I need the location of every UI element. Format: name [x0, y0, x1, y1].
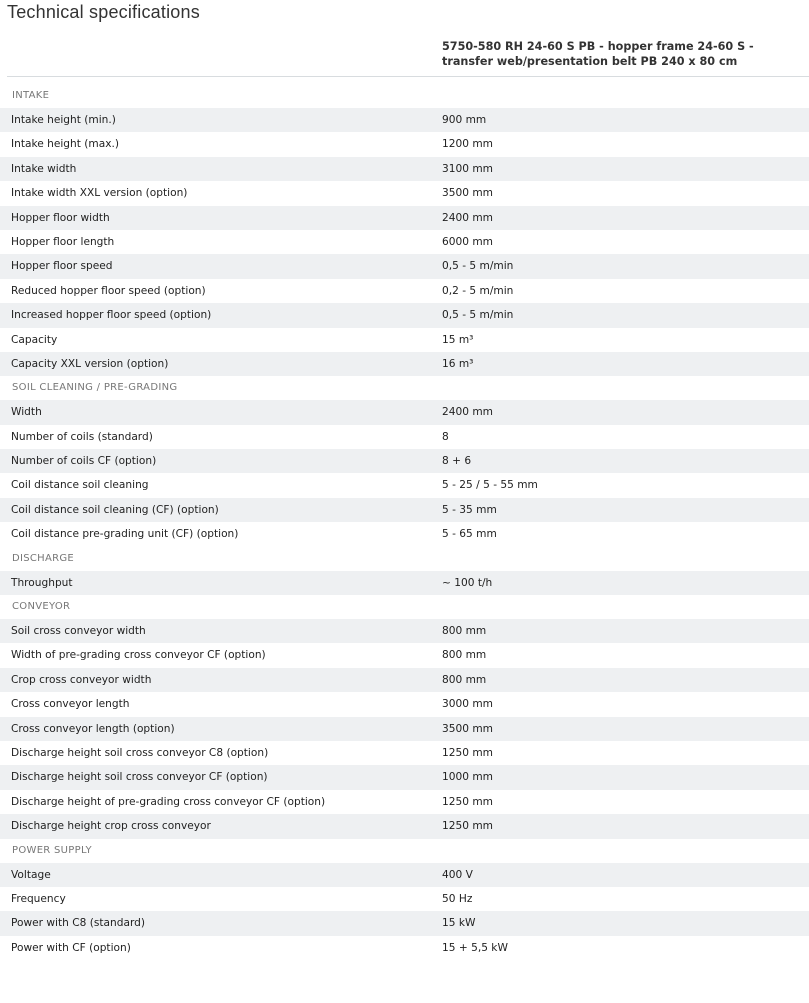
- spec-value: 1200 mm: [442, 138, 493, 151]
- spec-label: Hopper floor length: [11, 235, 115, 248]
- spec-row: [0, 717, 809, 741]
- spec-row: [0, 303, 809, 327]
- spec-row: [0, 181, 809, 205]
- spec-label: Discharge height soil cross conveyor CF (option): [11, 771, 268, 784]
- section-heading: CONVEYOR: [12, 601, 71, 613]
- spec-value: 5 - 25 / 5 - 55 mm: [442, 479, 538, 492]
- spec-label: Voltage: [11, 868, 51, 881]
- spec-row: [0, 279, 809, 303]
- spec-row: [0, 814, 809, 838]
- spec-row: [0, 352, 809, 376]
- spec-value: 0,5 - 5 m/min: [442, 309, 514, 322]
- spec-row: [0, 571, 809, 595]
- spec-value: 900 mm: [442, 114, 487, 126]
- spec-value: 0,5 - 5 m/min: [442, 260, 514, 273]
- spec-row: [0, 643, 809, 667]
- spec-label: Cross conveyor length: [11, 698, 130, 711]
- spec-value: 3000 mm: [442, 698, 493, 711]
- spec-row: [0, 473, 809, 497]
- spec-label: Capacity: [11, 333, 58, 346]
- spec-label: Intake height (min.): [11, 114, 116, 126]
- spec-label: Coil distance soil cleaning: [11, 479, 149, 492]
- spec-row: [0, 498, 809, 522]
- spec-row: [0, 449, 809, 473]
- spec-value: 3100 mm: [442, 162, 493, 175]
- spec-value: 5 - 65 mm: [442, 528, 497, 541]
- spec-value: 1250 mm: [442, 746, 493, 759]
- spec-label: Throughput: [11, 576, 73, 589]
- spec-value: 5 - 35 mm: [442, 503, 497, 516]
- spec-row: [0, 863, 809, 887]
- spec-row: [0, 668, 809, 692]
- spec-label: Coil distance soil cleaning (CF) (option): [11, 503, 219, 516]
- spec-row: [0, 157, 809, 181]
- spec-value: 1000 mm: [442, 771, 493, 784]
- spec-value: 2400 mm: [442, 211, 493, 224]
- spec-label: Hopper floor speed: [11, 260, 113, 273]
- spec-label: Increased hopper floor speed (option): [11, 309, 212, 322]
- spec-row: [0, 936, 809, 960]
- spec-value: 0,2 - 5 m/min: [442, 284, 514, 297]
- spec-row: [0, 328, 809, 352]
- spec-row: [0, 790, 809, 814]
- page-title: Technical specifications: [7, 2, 200, 22]
- spec-value: 15 kW: [442, 917, 476, 930]
- spec-label: Cross conveyor length (option): [11, 722, 175, 735]
- spec-label: Number of coils CF (option): [11, 455, 157, 468]
- spec-label: Hopper floor width: [11, 211, 110, 224]
- spec-value: 3500 mm: [442, 187, 493, 200]
- spec-label: Discharge height of pre-grading cross conveyor CF (option): [11, 795, 326, 808]
- spec-row: [0, 108, 809, 132]
- spec-row: [0, 206, 809, 230]
- spec-value: 15 + 5,5 kW: [442, 941, 508, 954]
- spec-label: Width of pre-grading cross conveyor CF (option): [11, 649, 266, 662]
- spec-row: [0, 522, 809, 546]
- spec-label: Intake width XXL version (option): [11, 187, 188, 200]
- spec-value: 3500 mm: [442, 722, 493, 735]
- spec-row: [0, 400, 809, 424]
- spec-row: [0, 765, 809, 789]
- spec-label: Intake height (max.): [11, 138, 119, 151]
- spec-value: 15 m³: [442, 333, 474, 346]
- spec-value: 50 Hz: [442, 892, 473, 905]
- spec-label: Width: [11, 406, 42, 419]
- spec-label: Intake width: [11, 162, 77, 175]
- spec-row: [0, 741, 809, 765]
- spec-value: 800 mm: [442, 649, 487, 662]
- spec-row: [0, 619, 809, 643]
- spec-table: [0, 84, 809, 960]
- spec-label: Frequency: [11, 892, 66, 905]
- spec-value: 2400 mm: [442, 406, 493, 419]
- section-heading: DISCHARGE: [12, 552, 75, 564]
- section-heading: SOIL CLEANING / PRE-GRADING: [12, 382, 178, 394]
- spec-label: Power with CF (option): [11, 941, 131, 954]
- spec-value: 8 + 6: [442, 455, 472, 468]
- section-heading: POWER SUPPLY: [12, 844, 92, 856]
- spec-value: 1250 mm: [442, 795, 493, 808]
- spec-value: 6000 mm: [442, 235, 493, 248]
- spec-value: ~ 100 t/h: [442, 576, 493, 589]
- spec-row: [0, 132, 809, 156]
- spec-row: [0, 230, 809, 254]
- spec-row: [0, 692, 809, 716]
- spec-label: Coil distance pre-grading unit (CF) (option): [11, 528, 239, 541]
- spec-label: Crop cross conveyor width: [11, 673, 152, 686]
- product-column-header: 5750-580 RH 24-60 S PB - hopper frame 24-60 S - transfer web/presentation belt PB 240 x 80 cm: [442, 40, 754, 68]
- spec-row: [0, 911, 809, 935]
- spec-value: 8: [442, 430, 449, 443]
- spec-value: 800 mm: [442, 625, 487, 638]
- spec-value: 400 V: [442, 868, 473, 881]
- spec-row: [0, 887, 809, 911]
- spec-label: Discharge height soil cross conveyor C8 (option): [11, 746, 269, 759]
- spec-row: [0, 425, 809, 449]
- spec-row: [0, 254, 809, 278]
- spec-label: Power with C8 (standard): [11, 917, 145, 930]
- spec-label: Number of coils (standard): [11, 430, 153, 443]
- spec-label: Reduced hopper floor speed (option): [11, 284, 206, 297]
- spec-label: Soil cross conveyor width: [11, 625, 146, 638]
- section-heading: INTAKE: [12, 90, 50, 101]
- spec-value: 800 mm: [442, 673, 487, 686]
- spec-label: Discharge height crop cross conveyor: [11, 820, 211, 833]
- header-divider: [7, 76, 809, 77]
- spec-value: 1250 mm: [442, 820, 493, 833]
- spec-value: 16 m³: [442, 357, 474, 370]
- spec-label: Capacity XXL version (option): [11, 357, 169, 370]
